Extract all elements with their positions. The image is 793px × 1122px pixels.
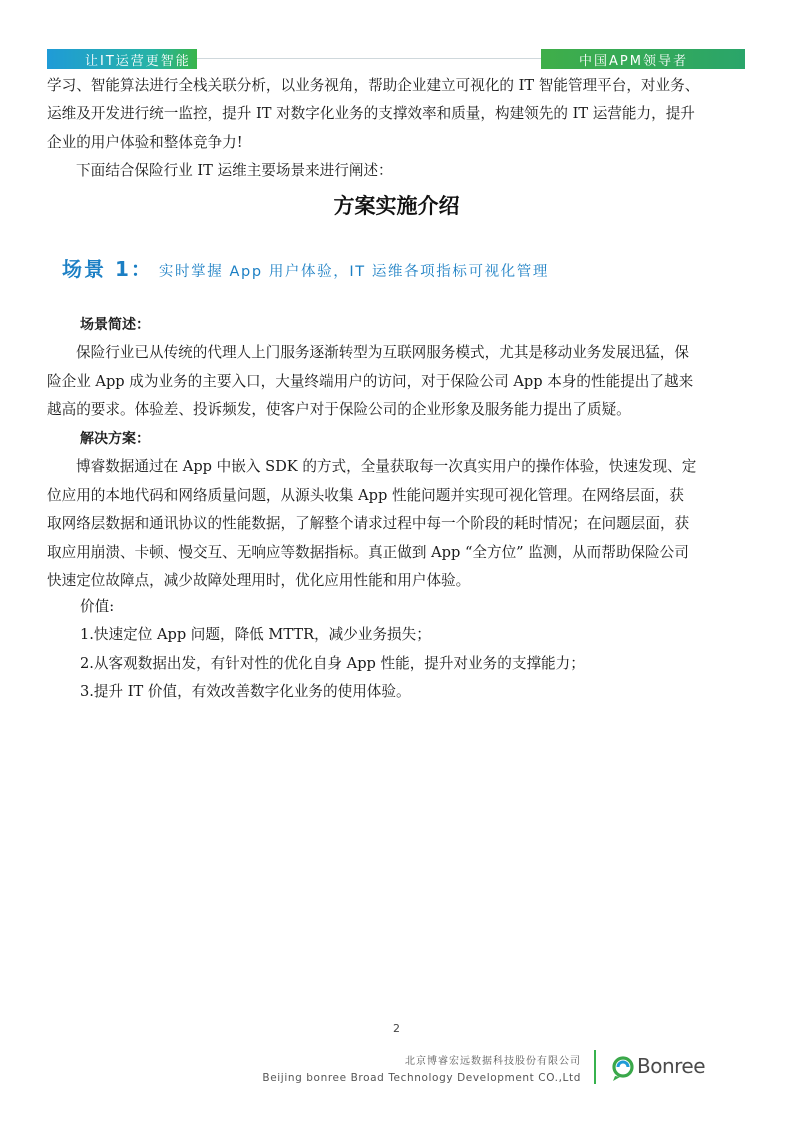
scene-label: 场景 1： [62,257,153,281]
header-slogan-right-bar [541,49,745,69]
solution-line: 取应用崩溃、卡顿、慢交互、无响应等数据指标。真正做到 App “全方位” 监测，从而帮助保险公司 [47,543,689,561]
intro-line: 运维及开发进行统一监控，提升 IT 对数字化业务的支撑效率和质量，构建领先的 IT 运营能力，提升 [47,105,695,123]
bonree-logo-icon [609,1054,637,1082]
solution-heading: 解决方案： [80,431,150,447]
intro-lead: 下面结合保险行业 IT 运维主要场景来进行阐述： [76,162,393,180]
header-slogan-right: 中国APM领导者 [579,54,688,69]
solution-line: 博睿数据通过在 App 中嵌入 SDK 的方式，全量获取每一次真实用户的操作体验，快速发现、定 [76,458,697,476]
value-section [47,593,747,707]
header-slogan-left-bar [47,49,197,69]
company-name-en: Beijing bonree Broad Technology Development CO.,Ltd [262,1072,581,1084]
solution-line: 取网络层数据和通讯协议的性能数据，了解整个请求过程中每一个阶段的耗时情况；在问题层面，获 [47,515,690,533]
scene-description: 实时掌握 App 用户体验，IT 运维各项指标可视化管理 [158,264,549,280]
value-item: 2.从客观数据出发，有针对性的优化自身 App 性能，提升对业务的支撑能力； [80,654,585,672]
page-title: 方案实施介绍 [333,194,460,218]
overview-line: 越高的要求。体验差、投诉频发，使客户对于保险公司的企业形象及服务能力提出了质疑。 [47,401,631,419]
value-item: 1.快速定位 App 问题，降低 MTTR，减少业务损失； [80,626,431,644]
footer-divider [594,1050,596,1084]
value-item: 3.提升 IT 价值，有效改善数字化业务的使用体验。 [80,683,411,701]
overview-line: 保险行业已从传统的代理人上门服务逐渐转型为互联网服务模式，尤其是移动业务发展迅猛，保 [76,344,689,362]
scene-heading [62,253,549,282]
header-slogan-left: 让IT运营更智能 [85,54,191,69]
bonree-logo-text: Bonree [637,1054,706,1078]
intro-line: 企业的用户体验和整体竞争力! [47,133,243,151]
overview-line: 险企业 App 成为业务的主要入口，大量终端用户的访问，对于保险公司 App 本身的性能提出了越来 [47,372,694,390]
solution-line: 位应用的本地代码和网络质量问题，从源头收集 App 性能问题并实现可视化管理。在网络层面，获 [47,486,684,504]
overview-section [47,311,747,425]
intro-paragraph [47,72,747,186]
value-heading: 价值: [80,598,115,615]
overview-heading: 场景简述： [80,317,150,333]
solution-line: 快速定位故障点，减少故障处理用时，优化应用性能和用户体验。 [47,572,471,590]
solution-section [47,425,747,595]
header-divider [197,58,541,59]
intro-line: 学习、智能算法进行全栈关联分析，以业务视角，帮助企业建立可视化的 IT 智能管理平台，对业务、 [47,77,700,94]
page-number: 2 [393,1022,400,1035]
company-name-cn: 北京博睿宏远数据科技股份有限公司 [405,1056,581,1067]
